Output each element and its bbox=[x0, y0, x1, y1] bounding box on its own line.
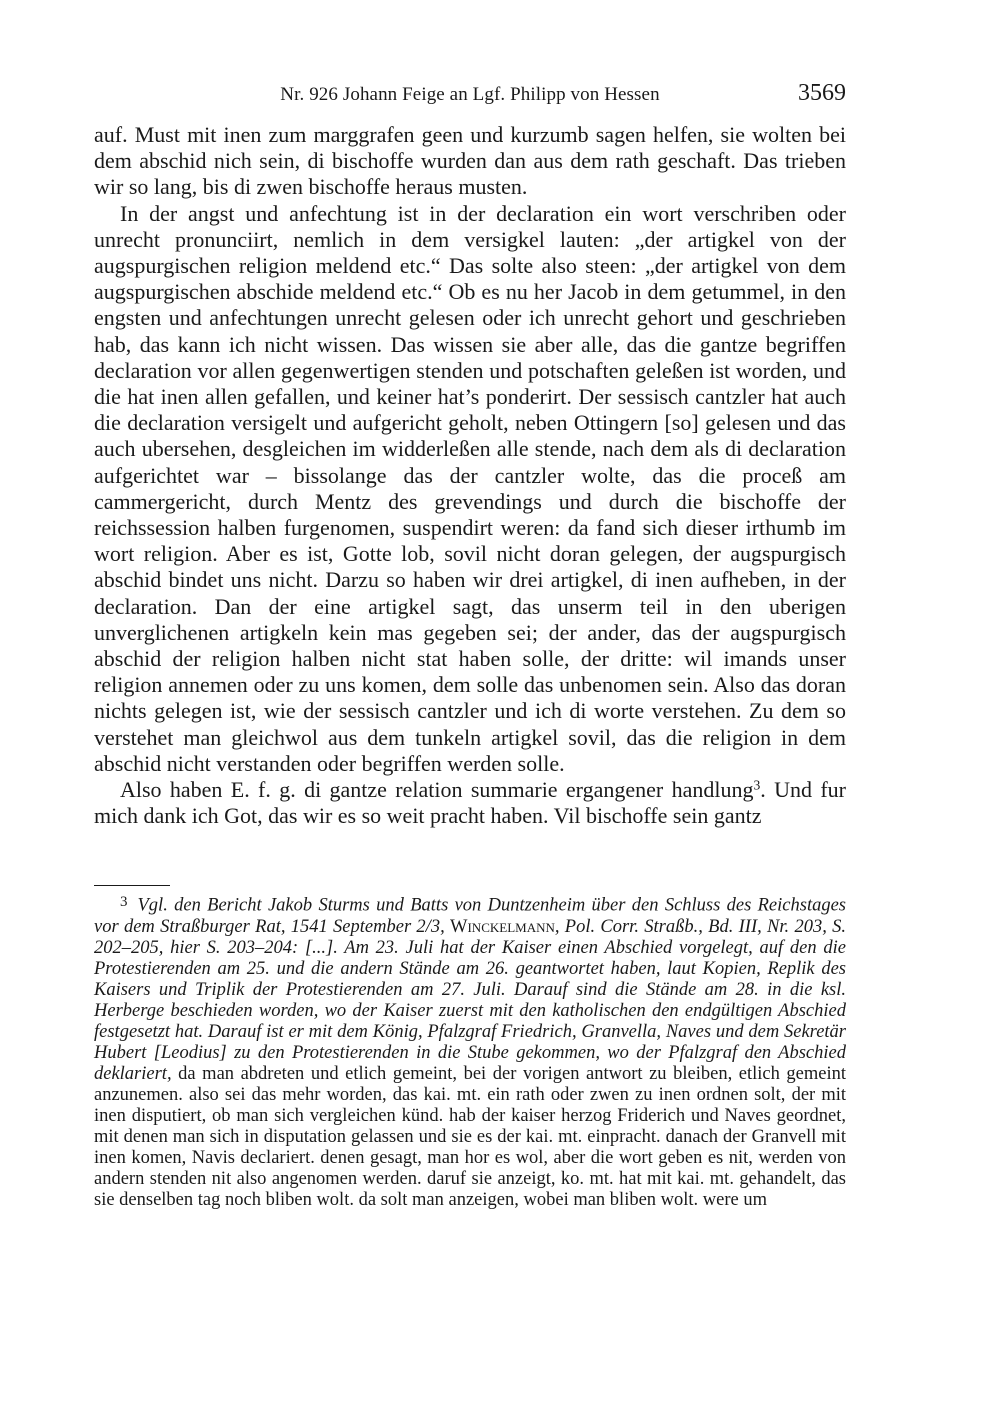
body-paragraph-2: In der angst und anfechtung ist in der declaration ein wort verschriben oder unrecht pronunciirt, nemlich in dem versigkel lauten: „der artigkel von der augspurgischen religion meldend etc.“ Das solte also steen: „der artigkel von dem augspurgischen abschide meldend etc.“ Ob es nu her Jacob in dem getummel, in den engsten und anfechtungen unrecht gelesen oder ich unrecht gehort und geschrieben hab, das kann ich nicht wissen. Das wissen sie aber alle, das die gantze begriffen declaration vor allen gegenwertigen stenden und potschaften geleßen ist worden, und die hat inen allen gefallen, und keiner hat’s ponderirt. Der sessisch cantzler hat auch die declaration versigelt und aufgericht geholt, neben Ottingern [so] gelesen und das auch ubersehen, desgleichen im widderleßen alle stende, nach dem als di declaration aufgerichtet war – bissolange das der cantzler wolte, das die proceß am cammergericht, durch Mentz des grevendings und durch die bischoffe der reichssession halben furgenomen, suspendirt weren: da fand sich dieser irthumb im wort religion. Aber es ist, Gotte lob, sovil nicht doran gelegen, der augspurgisch abschid bindet uns nicht. Darzu so haben wir drei artigkel, di inen aufheben, in der declaration. Dan der eine artigkel sagt, das unserm teil in den uberigen unverglichenen artigkeln kein mas gegeben sei; der ander, das der augspurgisch abschid der religion halben nicht stat haben solle, der dritte: wil imands unser religion annemen oder zu uns komen, dem solle das unbenomen sein. Also das doran nichts gelegen ist, wie der sessisch cantzler und ich di worte verstehen. Zu dem so verstehet man gleichwol aus dem tunkeln artigkel sovil, das die religion in dem abschid nicht verstanden oder begriffen werden solle. bbox=[94, 200, 846, 776]
footnote-author-name: Winckelmann bbox=[450, 916, 555, 937]
main-text bbox=[94, 122, 846, 829]
footnotes bbox=[94, 892, 846, 1211]
footnote-number: 3 bbox=[120, 894, 128, 910]
body-paragraph-3 bbox=[94, 777, 846, 829]
paragraph-3-text-end: . Und fur mich dank ich Got, das wir es so weit pracht haben. Vil bischoffe sein gantz bbox=[94, 777, 846, 829]
footnote-separator bbox=[94, 885, 170, 886]
footnote-italic-text-1: Vgl. den Bericht Jakob Sturms und Batts von Duntzenheim über den Schluss des Reichstages vor dem Straßburger Rat, 1541 September 2/3, bbox=[94, 895, 846, 937]
running-title: Nr. 926 Johann Feige an Lgf. Philipp von Hessen bbox=[280, 84, 660, 105]
page-header bbox=[94, 80, 846, 110]
paragraph-3-text-start: Also haben E. f. g. di gantze relation summarie ergangener handlung bbox=[120, 777, 754, 803]
body-paragraph-1: auf. Must mit inen zum marggrafen geen und kurzumb sagen helfen, sie wolten bei dem abschid nich sein, di bischoffe wurden dan aus dem rath geschaft. Das trieben wir so lang, bis di zwen bischoffe heraus musten. bbox=[94, 122, 846, 200]
footnote-quoted-text: da man abdreten und etlich gemeint, bei der vorigen antwort zu bleiben, etlich gemeint anzunemen. also sei das mehr worden, das kai. mt. ein rath oder zwen zu inen ordnen solt, der mit inen disputiert, ob man sich vergleichen künd. hab der kaiser herzog Friderich und Naves geordnet, mit denen man sich in disputation gelassen und sie es der kai. mt. einpracht. danach der Granvell mit inen komen, Navis declariert. denen gesagt, man hor es wol, aber die wort geben es nit, werden von andern stenden nit also angenomen werden. daruf sie anzeigt, ko. mt. hat mit kai. mt. gehandelt, das sie denselben tag noch bliben wolt. da solt man anzeigen, wobei man bliben wolt. were um bbox=[94, 1063, 847, 1210]
footnote-italic-text-2: , Pol. Corr. Straßb., Bd. III, Nr. 203, S. 202–205, hier S. 203–204: [...]. Am 23. Juli hat der Kaiser einen Abschied vorgelegt, auf den die Protestierenden am 25. und die andern Stände am 26. geantwortet haben, laut Kopien, Replik des Kaisers und Triplik der Protestierenden am 27. Juli. Darauf sind die Stände am 28. in die ksl. Herberge beschieden worden, wo der Kaiser zuerst mit den katholischen den endgültigen Abschied festgesetzt hat. Darauf ist er mit dem König, Pfalzgraf Friedrich, Granvella, Naves und dem Sekretär Hubert [Leodius] zu den Protestierenden in die Stube gekommen, wo der Pfalzgraf den Abschied deklariert, bbox=[94, 916, 846, 1084]
footnote-reference[interactable]: 3 bbox=[753, 777, 761, 793]
footnote-3 bbox=[94, 892, 846, 1211]
page-number: 3569 bbox=[798, 80, 846, 106]
